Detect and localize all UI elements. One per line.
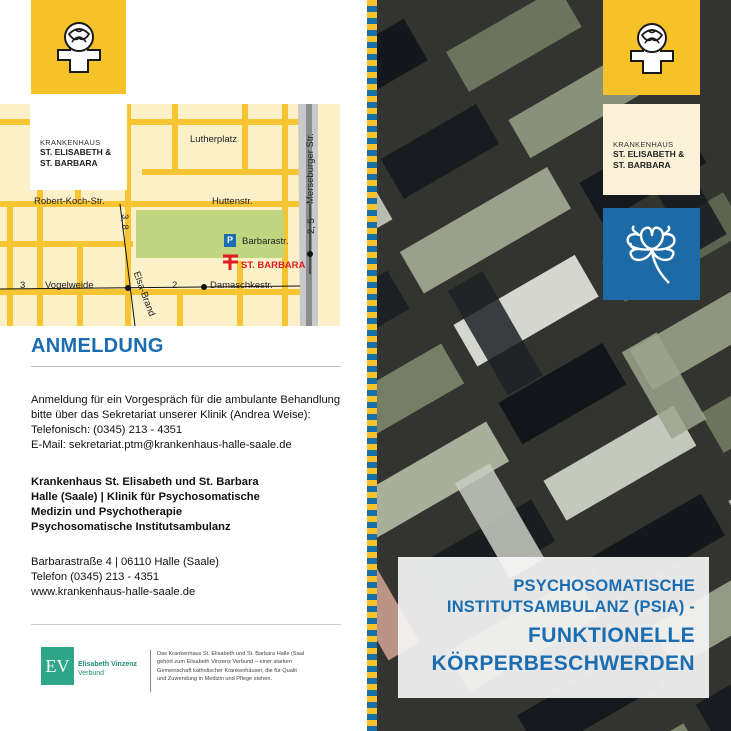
intro-line: bitte über das Sekretariat unserer Klinik (Andrea Weise): xyxy=(31,409,311,421)
map-label-st-barbara: ST. BARBARA xyxy=(241,260,306,271)
org-line: Medizin und Psychotherapie xyxy=(31,506,183,518)
cover-card-line-2: ST. ELISABETH & xyxy=(613,149,685,159)
card-line-1: KRANKENHAUS xyxy=(40,138,101,147)
organization-block xyxy=(31,475,260,535)
map-label-robert-koch: Robert-Koch-Str. xyxy=(34,196,105,207)
cover-subtitle-line-1: PSYCHOSOMATISCHE xyxy=(513,577,695,595)
section-divider xyxy=(31,366,341,367)
cover-title-line-1: FUNKTIONELLE xyxy=(528,624,695,647)
intro-email[interactable]: E-Mail: sekretariat.ptm@krankenhaus-halle-saale.de xyxy=(31,439,292,451)
clover-icon xyxy=(621,221,683,287)
org-line: Krankenhaus St. Elisabeth und St. Barbara xyxy=(31,476,259,488)
cover-card-line-1: KRANKENHAUS xyxy=(613,140,674,149)
cover-panel xyxy=(377,0,731,731)
intro-phone: Telefonisch: (0345) 213 - 4351 xyxy=(31,424,183,436)
org-line: Halle (Saale) | Klinik für Psychosomatische xyxy=(31,491,260,503)
cover-title-box xyxy=(398,557,709,698)
address-block xyxy=(31,555,219,600)
map-label-elsa-brand: Elsa-Brand xyxy=(130,270,158,318)
footer-note-line: und Zuwendung in Medizin und Pflege stehen. xyxy=(157,676,273,683)
map-hospital-card xyxy=(30,104,127,190)
map-label-tram-2-5: 2, 5 xyxy=(306,218,317,234)
fold-spine xyxy=(367,0,377,731)
footer-note-line: Gemeinschaft katholischer Krankenhäuser, die für Qualit xyxy=(157,667,297,674)
map-label-tram-2: 2 xyxy=(172,280,178,291)
rose-cross-icon xyxy=(54,20,104,74)
cover-title-line-2: KÖRPERBESCHWERDEN xyxy=(431,652,695,675)
ev-name-sub: Verbund xyxy=(78,670,105,677)
cover-subtitle-line-2: INSTITUTSAMBULANZ (PSIA) - xyxy=(446,598,695,616)
anmeldung-heading: ANMELDUNG xyxy=(31,335,164,357)
map-label-tram-3-8: 3, 8 xyxy=(119,214,130,230)
map-label-vogelweide: Vogelweide xyxy=(45,280,94,291)
hospital-logo-tile xyxy=(31,0,126,94)
cover-logo-tile xyxy=(603,0,700,95)
footer-note-line: Das Krankenhaus St. Elisabeth und St. Barbara Halle (Saal xyxy=(157,651,305,657)
card-line-3: ST. BARBARA xyxy=(40,158,98,168)
map-label-huttenstr: Huttenstr. xyxy=(212,196,253,207)
map-label-lutherplatz: Lutherplatz xyxy=(190,134,238,145)
cover-hospital-card xyxy=(603,104,700,195)
map-label-damaschkestr: Damaschkestr. xyxy=(210,280,273,291)
ev-verbund-logo: EV xyxy=(41,647,74,685)
cover-card-line-3: ST. BARBARA xyxy=(613,160,671,170)
intro-line: Anmeldung für ein Vorgespräch für die ambulante Behandlung xyxy=(31,394,341,406)
anmeldung-intro xyxy=(31,393,340,453)
parking-icon: P xyxy=(227,235,234,245)
ev-name-bold: Elisabeth Vinzenz xyxy=(78,661,137,668)
address-phone: Telefon (0345) 213 - 4351 xyxy=(31,571,160,583)
footer-note xyxy=(157,650,347,684)
ev-verbund-name xyxy=(78,660,137,678)
clover-tile xyxy=(603,208,700,300)
footer-divider xyxy=(31,624,341,625)
org-line: Psychosomatische Institutsambulanz xyxy=(31,521,231,533)
address-line: Barbarastraße 4 | 06110 Halle (Saale) xyxy=(31,556,220,568)
map-label-tram-3: 3 xyxy=(20,280,26,291)
rose-cross-icon xyxy=(627,21,677,75)
footer-note-line: gehört zum Elisabeth Vinzenz Verbund – einer starken xyxy=(157,659,292,666)
website-link[interactable]: www.krankenhaus-halle-saale.de xyxy=(31,586,196,598)
map-label-merseburger: Merseburger Str. xyxy=(305,133,316,204)
footer-vertical-rule xyxy=(150,650,151,692)
card-line-2: ST. ELISABETH & xyxy=(40,147,112,157)
map-label-barbarastr: Barbarastr. xyxy=(242,236,289,247)
